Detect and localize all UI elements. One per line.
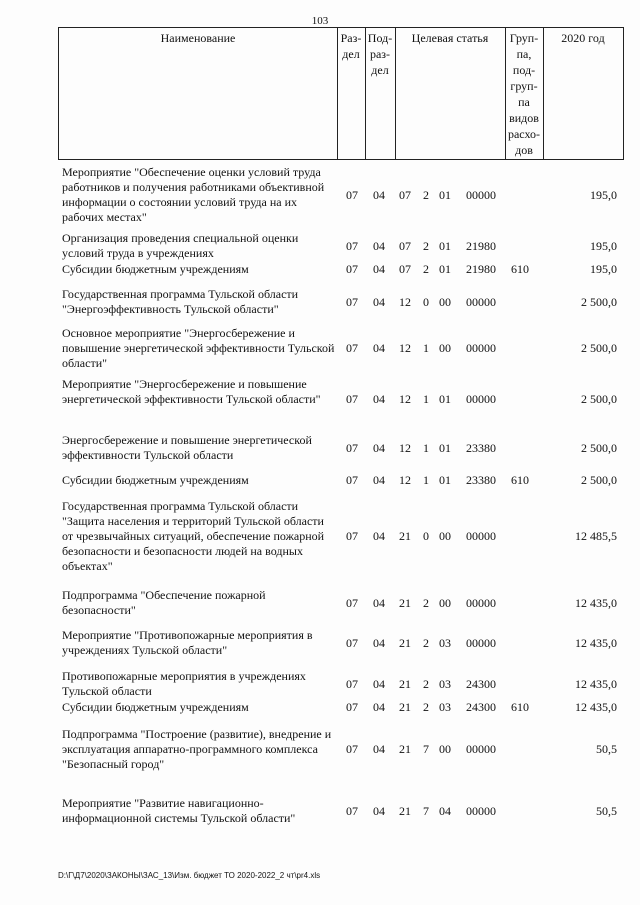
cell-sum: 2 500,0 <box>581 295 617 309</box>
row-name: Мероприятие "Противопожарные мероприятия в учреждениях Тульской области" <box>62 628 313 657</box>
cell-c: 01 <box>439 473 451 487</box>
cell-sum: 2 500,0 <box>581 441 617 455</box>
cell-b: 2 <box>423 239 429 253</box>
cell-pr: 04 <box>373 239 385 253</box>
table-row <box>0 262 640 277</box>
cell-c: 00 <box>439 529 451 543</box>
cell-pr: 04 <box>373 188 385 202</box>
table-row <box>0 231 640 261</box>
cell-a: 21 <box>399 596 411 610</box>
cell-a: 12 <box>399 341 411 355</box>
header-celevaya-statya: Целевая статья <box>411 31 489 45</box>
cell-a: 21 <box>399 742 411 756</box>
table-row <box>0 796 640 826</box>
row-name: Субсидии бюджетным учреждениям <box>62 473 249 487</box>
cell-sum: 2 500,0 <box>581 341 617 355</box>
cell-r: 07 <box>346 392 358 406</box>
table-header <box>58 27 624 160</box>
header-year: 2020 год <box>561 31 605 45</box>
cell-a: 21 <box>399 529 411 543</box>
row-name: Государственная программа Тульской области "Защита населения и территорий Тульской области от чрезвычайных ситуаций, обеспечение пожарной безопасности и безопасности людей на водных объектах" <box>62 499 325 573</box>
cell-sum: 195,0 <box>590 262 617 276</box>
cell-d: 00000 <box>466 596 496 610</box>
cell-b: 1 <box>423 392 429 406</box>
cell-r: 07 <box>346 473 358 487</box>
cell-vr: 610 <box>511 700 529 714</box>
cell-c: 01 <box>439 262 451 276</box>
cell-c: 03 <box>439 677 451 691</box>
cell-pr: 04 <box>373 677 385 691</box>
cell-d: 24300 <box>466 677 496 691</box>
cell-b: 0 <box>423 529 429 543</box>
cell-c: 01 <box>439 392 451 406</box>
cell-sum: 50,5 <box>596 742 617 756</box>
cell-a: 21 <box>399 804 411 818</box>
cell-sum: 12 485,5 <box>575 529 617 543</box>
cell-d: 21980 <box>466 239 496 253</box>
cell-a: 07 <box>399 188 411 202</box>
cell-c: 03 <box>439 636 451 650</box>
row-name: Субсидии бюджетным учреждениям <box>62 262 249 276</box>
cell-r: 07 <box>346 596 358 610</box>
cell-b: 1 <box>423 341 429 355</box>
row-name: Мероприятие "Развитие навигационно-информационной системы Тульской области" <box>62 796 296 825</box>
cell-sum: 12 435,0 <box>575 596 617 610</box>
cell-r: 07 <box>346 636 358 650</box>
cell-pr: 04 <box>373 804 385 818</box>
cell-r: 07 <box>346 742 358 756</box>
table-row <box>0 588 640 618</box>
cell-r: 07 <box>346 700 358 714</box>
cell-d: 00000 <box>466 742 496 756</box>
row-name: Подпрограмма "Построение (развитие), внедрение и эксплуатация аппаратно-программного комплекса "Безопасный город" <box>62 727 332 771</box>
cell-pr: 04 <box>373 295 385 309</box>
cell-r: 07 <box>346 677 358 691</box>
cell-pr: 04 <box>373 392 385 406</box>
cell-pr: 04 <box>373 262 385 276</box>
cell-a: 07 <box>399 262 411 276</box>
row-name: Противопожарные мероприятия в учреждениях Тульской области <box>62 669 306 698</box>
cell-c: 00 <box>439 596 451 610</box>
row-name: Субсидии бюджетным учреждениям <box>62 700 249 714</box>
cell-sum: 195,0 <box>590 239 617 253</box>
table-row <box>0 727 640 772</box>
cell-c: 01 <box>439 188 451 202</box>
cell-sum: 50,5 <box>596 804 617 818</box>
header-razdel: Раз- дел <box>340 31 362 61</box>
cell-pr: 04 <box>373 742 385 756</box>
cell-a: 12 <box>399 441 411 455</box>
cell-c: 00 <box>439 742 451 756</box>
cell-c: 01 <box>439 239 451 253</box>
cell-pr: 04 <box>373 700 385 714</box>
cell-d: 00000 <box>466 341 496 355</box>
cell-b: 2 <box>423 677 429 691</box>
cell-a: 21 <box>399 677 411 691</box>
row-name: Мероприятие "Энергосбережение и повышение энергетической эффективности Тульской области" <box>62 377 321 406</box>
cell-d: 00000 <box>466 295 496 309</box>
row-name: Организация проведения специальной оценки условий труда в учреждениях <box>62 231 299 260</box>
cell-c: 01 <box>439 441 451 455</box>
cell-b: 1 <box>423 473 429 487</box>
cell-c: 04 <box>439 804 451 818</box>
row-name: Энергосбережение и повышение энергетической эффективности Тульской области <box>62 433 312 462</box>
cell-b: 2 <box>423 596 429 610</box>
cell-r: 07 <box>346 239 358 253</box>
cell-d: 21980 <box>466 262 496 276</box>
cell-d: 00000 <box>466 529 496 543</box>
cell-pr: 04 <box>373 441 385 455</box>
cell-c: 00 <box>439 295 451 309</box>
cell-b: 1 <box>423 441 429 455</box>
table-row <box>0 433 640 463</box>
table-row <box>0 499 640 574</box>
cell-pr: 04 <box>373 341 385 355</box>
cell-pr: 04 <box>373 473 385 487</box>
cell-pr: 04 <box>373 596 385 610</box>
cell-d: 00000 <box>466 188 496 202</box>
cell-vr: 610 <box>511 473 529 487</box>
cell-a: 21 <box>399 636 411 650</box>
header-gruppa-vidov-rashodov: Груп- па, под- груп- па видов расхо- дов <box>507 31 541 157</box>
table-row <box>0 326 640 371</box>
table-row <box>0 700 640 715</box>
table-row <box>0 669 640 699</box>
cell-pr: 04 <box>373 636 385 650</box>
cell-sum: 12 435,0 <box>575 677 617 691</box>
cell-r: 07 <box>346 804 358 818</box>
page-number: 103 <box>311 15 329 27</box>
cell-d: 24300 <box>466 700 496 714</box>
row-name: Подпрограмма "Обеспечение пожарной безопасности" <box>62 588 266 617</box>
cell-sum: 2 500,0 <box>581 392 617 406</box>
cell-a: 21 <box>399 700 411 714</box>
cell-r: 07 <box>346 188 358 202</box>
cell-c: 03 <box>439 700 451 714</box>
cell-r: 07 <box>346 295 358 309</box>
table-row <box>0 287 640 317</box>
cell-d: 00000 <box>466 636 496 650</box>
cell-r: 07 <box>346 441 358 455</box>
row-name: Основное мероприятие "Энергосбережение и повышение энергетической эффективности Тульской области" <box>62 326 335 370</box>
cell-b: 2 <box>423 262 429 276</box>
cell-sum: 2 500,0 <box>581 473 617 487</box>
table-row <box>0 165 640 225</box>
cell-pr: 04 <box>373 529 385 543</box>
cell-r: 07 <box>346 341 358 355</box>
cell-d: 00000 <box>466 392 496 406</box>
cell-a: 12 <box>399 295 411 309</box>
header-podrazdel: Под- раз- дел <box>367 31 393 77</box>
header-name: Наименование <box>160 31 236 45</box>
row-name: Мероприятие "Обеспечение оценки условий труда работников и получения работниками объективной информации о состоянии условий труда на их рабочих местах" <box>62 165 325 224</box>
cell-r: 07 <box>346 262 358 276</box>
cell-b: 7 <box>423 742 429 756</box>
cell-a: 12 <box>399 473 411 487</box>
cell-b: 2 <box>423 700 429 714</box>
file-path-footer: D:\Г\Д7\2020\ЗАКОНЫ\ЗАС_13\Изм. бюджет ТО 2020-2022_2 чт\pr4.xls <box>58 871 321 880</box>
cell-d: 23380 <box>466 473 496 487</box>
cell-sum: 195,0 <box>590 188 617 202</box>
cell-b: 7 <box>423 804 429 818</box>
cell-b: 2 <box>423 188 429 202</box>
row-name: Государственная программа Тульской области "Энергоэффективность Тульской области" <box>62 287 299 316</box>
cell-b: 0 <box>423 295 429 309</box>
table-row <box>0 473 640 488</box>
cell-r: 07 <box>346 529 358 543</box>
cell-sum: 12 435,0 <box>575 700 617 714</box>
cell-d: 23380 <box>466 441 496 455</box>
cell-a: 12 <box>399 392 411 406</box>
table-row <box>0 377 640 422</box>
cell-vr: 610 <box>511 262 529 276</box>
cell-b: 2 <box>423 636 429 650</box>
cell-c: 00 <box>439 341 451 355</box>
cell-sum: 12 435,0 <box>575 636 617 650</box>
cell-a: 07 <box>399 239 411 253</box>
table-row <box>0 628 640 658</box>
cell-d: 00000 <box>466 804 496 818</box>
